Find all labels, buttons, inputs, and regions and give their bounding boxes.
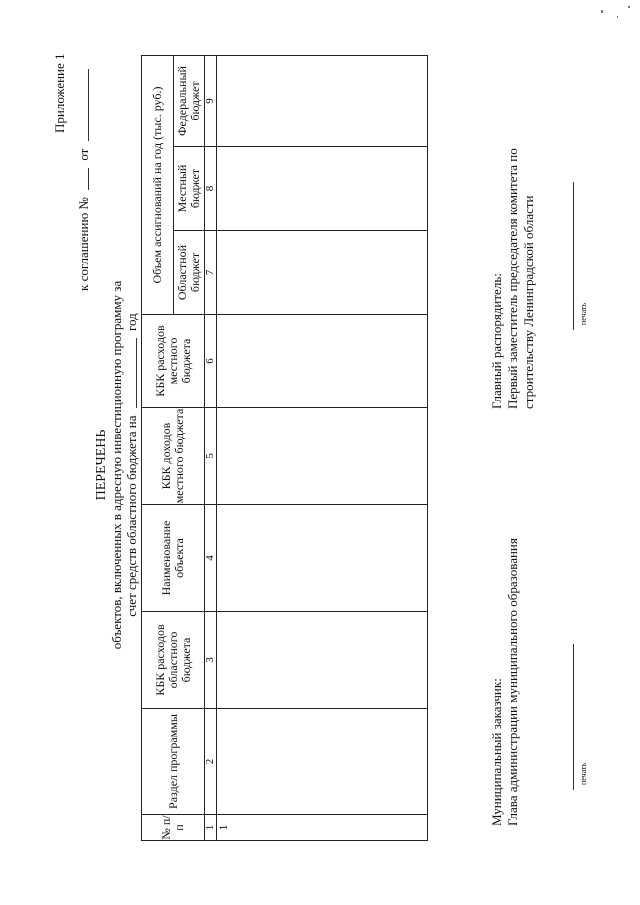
header-regional-budget: Областной бюджет [173, 231, 205, 315]
table-cell [217, 408, 428, 505]
header-row-1 [142, 56, 174, 841]
appendix-label: Приложение 1 [52, 53, 67, 133]
manager-line2: строительству Ленинградской области [521, 195, 536, 409]
header-kbk-local-expenses: КБК расходов местного бюджета [142, 315, 205, 408]
col-num-cell: 7 [205, 231, 217, 315]
table-cell [217, 231, 428, 315]
table-cell [217, 612, 428, 709]
col-num-cell: 6 [205, 315, 217, 408]
agreement-line [76, 69, 92, 291]
manager-signature-line [573, 182, 574, 330]
manager-title: Главный распорядитель: [489, 273, 504, 409]
table-cell [217, 56, 428, 147]
agreement-prefix: к соглашению № [76, 197, 91, 291]
title-line2 [124, 25, 140, 905]
customer-line1: Глава администрации муниципального образования [505, 538, 520, 826]
customer-title: Муниципальный заказчик: [489, 678, 504, 826]
table-row [217, 56, 428, 841]
title-line1: объектов, включенных в адресную инвестиционную программу за [109, 280, 124, 650]
manager-line1: Первый заместитель председателя комитета по [505, 148, 520, 409]
col-num-cell: 8 [205, 147, 217, 231]
manager-stamp-label: печать [579, 302, 588, 325]
page-title: ПЕРЕЧЕНЬ [94, 429, 109, 501]
header-object-name: Наименование объекта [142, 505, 205, 612]
header-local-budget: Местный бюджет [173, 147, 205, 231]
table-cell [217, 147, 428, 231]
table-cell [217, 709, 428, 815]
col-num-cell: 4 [205, 505, 217, 612]
header-allocations: Объем ассигнований на год (тыс. руб.) [142, 56, 174, 315]
col-num-cell: 9 [205, 56, 217, 147]
table-cell [217, 505, 428, 612]
title-line2-left: счет средств областного бюджета на [124, 415, 139, 617]
col-num-cell: 2 [205, 709, 217, 815]
header-federal-budget: Федеральный бюджет [173, 56, 205, 147]
row-number: 1 [217, 815, 428, 841]
objects-table [141, 55, 428, 841]
header-kbk-local-income: КБК доходов местного бюджета [142, 408, 205, 505]
customer-stamp-label: печать [579, 762, 588, 785]
col-num-cell: 1 [205, 815, 217, 841]
header-section: Раздел программы [142, 709, 205, 815]
col-num-cell: 5 [205, 408, 217, 505]
column-numbers-row [205, 56, 217, 841]
table-cell [217, 315, 428, 408]
agreement-from: от [76, 148, 91, 161]
header-kbk-regional-expenses: КБК расходов областного бюджета [142, 612, 205, 709]
col-num-cell: 3 [205, 612, 217, 709]
title-line2-right: год [124, 313, 139, 332]
customer-signature-line [573, 644, 574, 790]
header-no: № п/п [142, 815, 205, 841]
